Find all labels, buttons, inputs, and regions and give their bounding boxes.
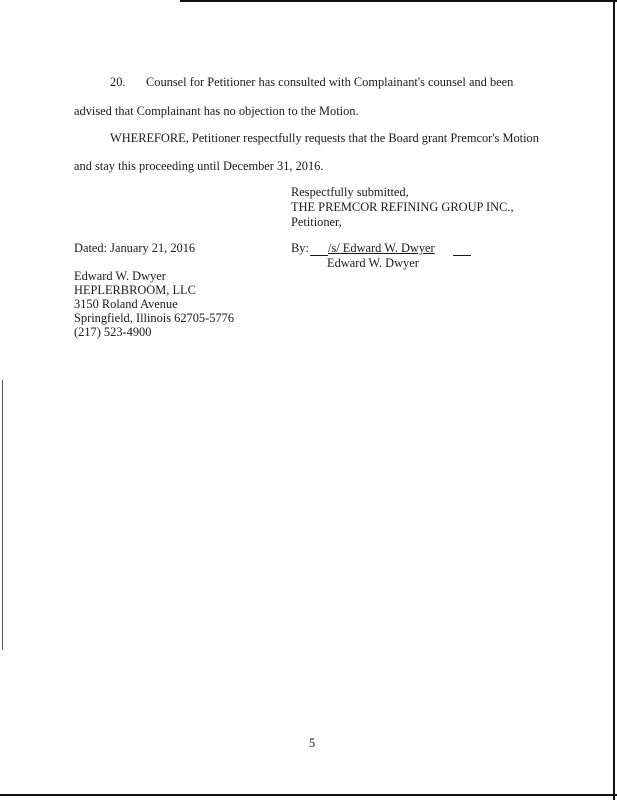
counsel-city: Springfield, Illinois 62705-5776 [74, 311, 235, 325]
signature-underline-right [453, 255, 471, 256]
electronic-signature: /s/ Edward W. Dwyer [328, 241, 435, 255]
counsel-phone: (217) 523-4900 [74, 325, 152, 339]
closing-text: Respectfully submitted, [291, 185, 409, 199]
wherefore-line-2: and stay this proceeding until December 31, 2016. [74, 159, 324, 173]
printed-name: Edward W. Dwyer [327, 256, 419, 270]
wherefore-line-1: WHEREFORE, Petitioner respectfully requests that the Board grant Premcor's Motion [110, 131, 539, 145]
paragraph-20-line-1: Counsel for Petitioner has consulted with Complainant's counsel and been [146, 75, 514, 89]
scan-right-edge [613, 0, 615, 800]
paragraph-20-line-2: advised that Complainant has no objection to the Motion. [74, 104, 359, 118]
counsel-firm: HEPLERBROOM, LLC [74, 283, 196, 297]
counsel-name: Edward W. Dwyer [74, 269, 166, 283]
dated-line: Dated: January 21, 2016 [74, 241, 196, 255]
counsel-street: 3150 Roland Avenue [74, 297, 178, 311]
by-label: By: [291, 241, 309, 255]
paragraph-number: 20. [110, 75, 126, 89]
scan-bottom-edge [0, 794, 617, 796]
scan-top-edge [180, 0, 617, 2]
scan-left-edge [2, 380, 3, 650]
page-number: 5 [309, 736, 316, 750]
party-name: THE PREMCOR REFINING GROUP INC., [291, 200, 514, 214]
party-role: Petitioner, [291, 215, 342, 229]
signature-underline-left [310, 255, 328, 256]
